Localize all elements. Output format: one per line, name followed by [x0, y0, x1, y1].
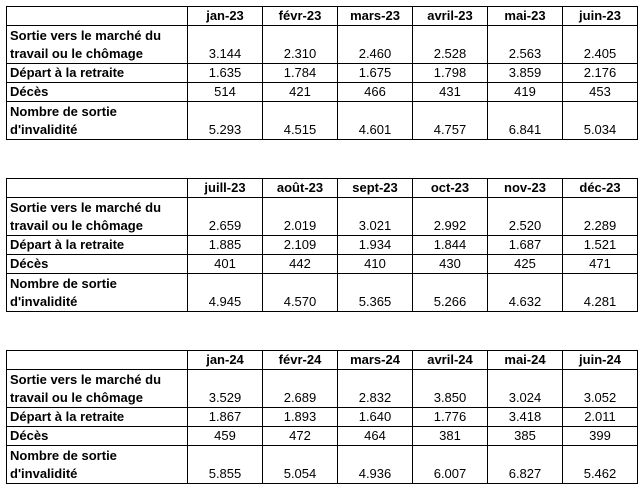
- header-corner-cell: [7, 351, 188, 370]
- row-label-retraite: Départ à la retraite: [7, 64, 188, 83]
- value-cell: 2.689: [263, 370, 338, 408]
- value-cell: 2.011: [563, 408, 638, 427]
- month-header: août-23: [263, 179, 338, 198]
- value-cell: 1.687: [488, 236, 563, 255]
- value-cell: 381: [413, 427, 488, 446]
- value-cell: 4.632: [488, 274, 563, 312]
- value-cell: 1.893: [263, 408, 338, 427]
- row-label-marche: Sortie vers le marché du travail ou le chômage: [7, 370, 188, 408]
- value-cell: 2.520: [488, 198, 563, 236]
- value-cell: 4.281: [563, 274, 638, 312]
- value-cell: 2.109: [263, 236, 338, 255]
- month-header: jan-23: [188, 7, 263, 26]
- value-cell: 1.784: [263, 64, 338, 83]
- value-cell: 399: [563, 427, 638, 446]
- value-cell: 459: [188, 427, 263, 446]
- value-cell: 464: [338, 427, 413, 446]
- value-cell: 1.640: [338, 408, 413, 427]
- month-header: févr-23: [263, 7, 338, 26]
- row-label-deces: Décès: [7, 427, 188, 446]
- value-cell: 1.521: [563, 236, 638, 255]
- value-cell: 3.024: [488, 370, 563, 408]
- row-label-invalidite: Nombre de sortie d'invalidité: [7, 102, 188, 140]
- header-row: [7, 179, 638, 198]
- row-deces: [7, 83, 638, 102]
- month-header: mars-23: [338, 7, 413, 26]
- row-invalidite: [7, 102, 638, 140]
- value-cell: 1.675: [338, 64, 413, 83]
- row-label-invalidite: Nombre de sortie d'invalidité: [7, 274, 188, 312]
- value-cell: 3.859: [488, 64, 563, 83]
- value-cell: 4.945: [188, 274, 263, 312]
- month-header: sept-23: [338, 179, 413, 198]
- month-header: avril-24: [413, 351, 488, 370]
- value-cell: 6.841: [488, 102, 563, 140]
- value-cell: 3.052: [563, 370, 638, 408]
- value-cell: 430: [413, 255, 488, 274]
- header-row: [7, 351, 638, 370]
- row-retraite: [7, 64, 638, 83]
- value-cell: 4.515: [263, 102, 338, 140]
- row-deces: [7, 427, 638, 446]
- value-cell: 2.176: [563, 64, 638, 83]
- value-cell: 5.365: [338, 274, 413, 312]
- row-label-deces: Décès: [7, 255, 188, 274]
- month-header: nov-23: [488, 179, 563, 198]
- value-cell: 442: [263, 255, 338, 274]
- value-cell: 410: [338, 255, 413, 274]
- value-cell: 1.867: [188, 408, 263, 427]
- value-cell: 5.054: [263, 446, 338, 484]
- value-cell: 514: [188, 83, 263, 102]
- value-cell: 2.405: [563, 26, 638, 64]
- value-cell: 5.293: [188, 102, 263, 140]
- month-header: juin-23: [563, 7, 638, 26]
- value-cell: 3.529: [188, 370, 263, 408]
- value-cell: 3.144: [188, 26, 263, 64]
- value-cell: 2.832: [338, 370, 413, 408]
- value-cell: 2.659: [188, 198, 263, 236]
- data-table-1: [6, 6, 638, 140]
- row-retraite: [7, 408, 638, 427]
- month-header: juill-23: [188, 179, 263, 198]
- month-header: jan-24: [188, 351, 263, 370]
- row-marche: [7, 26, 638, 64]
- value-cell: 466: [338, 83, 413, 102]
- row-label-deces: Décès: [7, 83, 188, 102]
- month-header: mars-24: [338, 351, 413, 370]
- value-cell: 2.992: [413, 198, 488, 236]
- row-label-marche: Sortie vers le marché du travail ou le chômage: [7, 26, 188, 64]
- data-table-2: [6, 178, 638, 312]
- header-row: [7, 7, 638, 26]
- row-label-marche: Sortie vers le marché du travail ou le chômage: [7, 198, 188, 236]
- month-header: oct-23: [413, 179, 488, 198]
- value-cell: 1.798: [413, 64, 488, 83]
- value-cell: 453: [563, 83, 638, 102]
- value-cell: 5.855: [188, 446, 263, 484]
- month-header: mai-23: [488, 7, 563, 26]
- value-cell: 4.601: [338, 102, 413, 140]
- value-cell: 2.019: [263, 198, 338, 236]
- row-marche: [7, 370, 638, 408]
- value-cell: 4.936: [338, 446, 413, 484]
- row-invalidite: [7, 274, 638, 312]
- value-cell: 4.757: [413, 102, 488, 140]
- value-cell: 5.266: [413, 274, 488, 312]
- value-cell: 1.885: [188, 236, 263, 255]
- value-cell: 2.289: [563, 198, 638, 236]
- month-header: mai-24: [488, 351, 563, 370]
- value-cell: 2.528: [413, 26, 488, 64]
- row-invalidite: [7, 446, 638, 484]
- month-header: avril-23: [413, 7, 488, 26]
- value-cell: 1.635: [188, 64, 263, 83]
- value-cell: 2.460: [338, 26, 413, 64]
- month-header: févr-24: [263, 351, 338, 370]
- value-cell: 3.850: [413, 370, 488, 408]
- value-cell: 2.310: [263, 26, 338, 64]
- value-cell: 401: [188, 255, 263, 274]
- row-deces: [7, 255, 638, 274]
- row-label-retraite: Départ à la retraite: [7, 236, 188, 255]
- row-label-retraite: Départ à la retraite: [7, 408, 188, 427]
- value-cell: 6.007: [413, 446, 488, 484]
- month-header: déc-23: [563, 179, 638, 198]
- value-cell: 5.034: [563, 102, 638, 140]
- value-cell: 3.418: [488, 408, 563, 427]
- value-cell: 419: [488, 83, 563, 102]
- value-cell: 1.776: [413, 408, 488, 427]
- value-cell: 1.934: [338, 236, 413, 255]
- value-cell: 421: [263, 83, 338, 102]
- header-corner-cell: [7, 179, 188, 198]
- row-retraite: [7, 236, 638, 255]
- value-cell: 431: [413, 83, 488, 102]
- value-cell: 5.462: [563, 446, 638, 484]
- value-cell: 472: [263, 427, 338, 446]
- data-table-3: [6, 350, 638, 484]
- row-label-invalidite: Nombre de sortie d'invalidité: [7, 446, 188, 484]
- value-cell: 425: [488, 255, 563, 274]
- value-cell: 385: [488, 427, 563, 446]
- header-corner-cell: [7, 7, 188, 26]
- value-cell: 4.570: [263, 274, 338, 312]
- row-marche: [7, 198, 638, 236]
- value-cell: 3.021: [338, 198, 413, 236]
- value-cell: 2.563: [488, 26, 563, 64]
- month-header: juin-24: [563, 351, 638, 370]
- value-cell: 6.827: [488, 446, 563, 484]
- value-cell: 1.844: [413, 236, 488, 255]
- value-cell: 471: [563, 255, 638, 274]
